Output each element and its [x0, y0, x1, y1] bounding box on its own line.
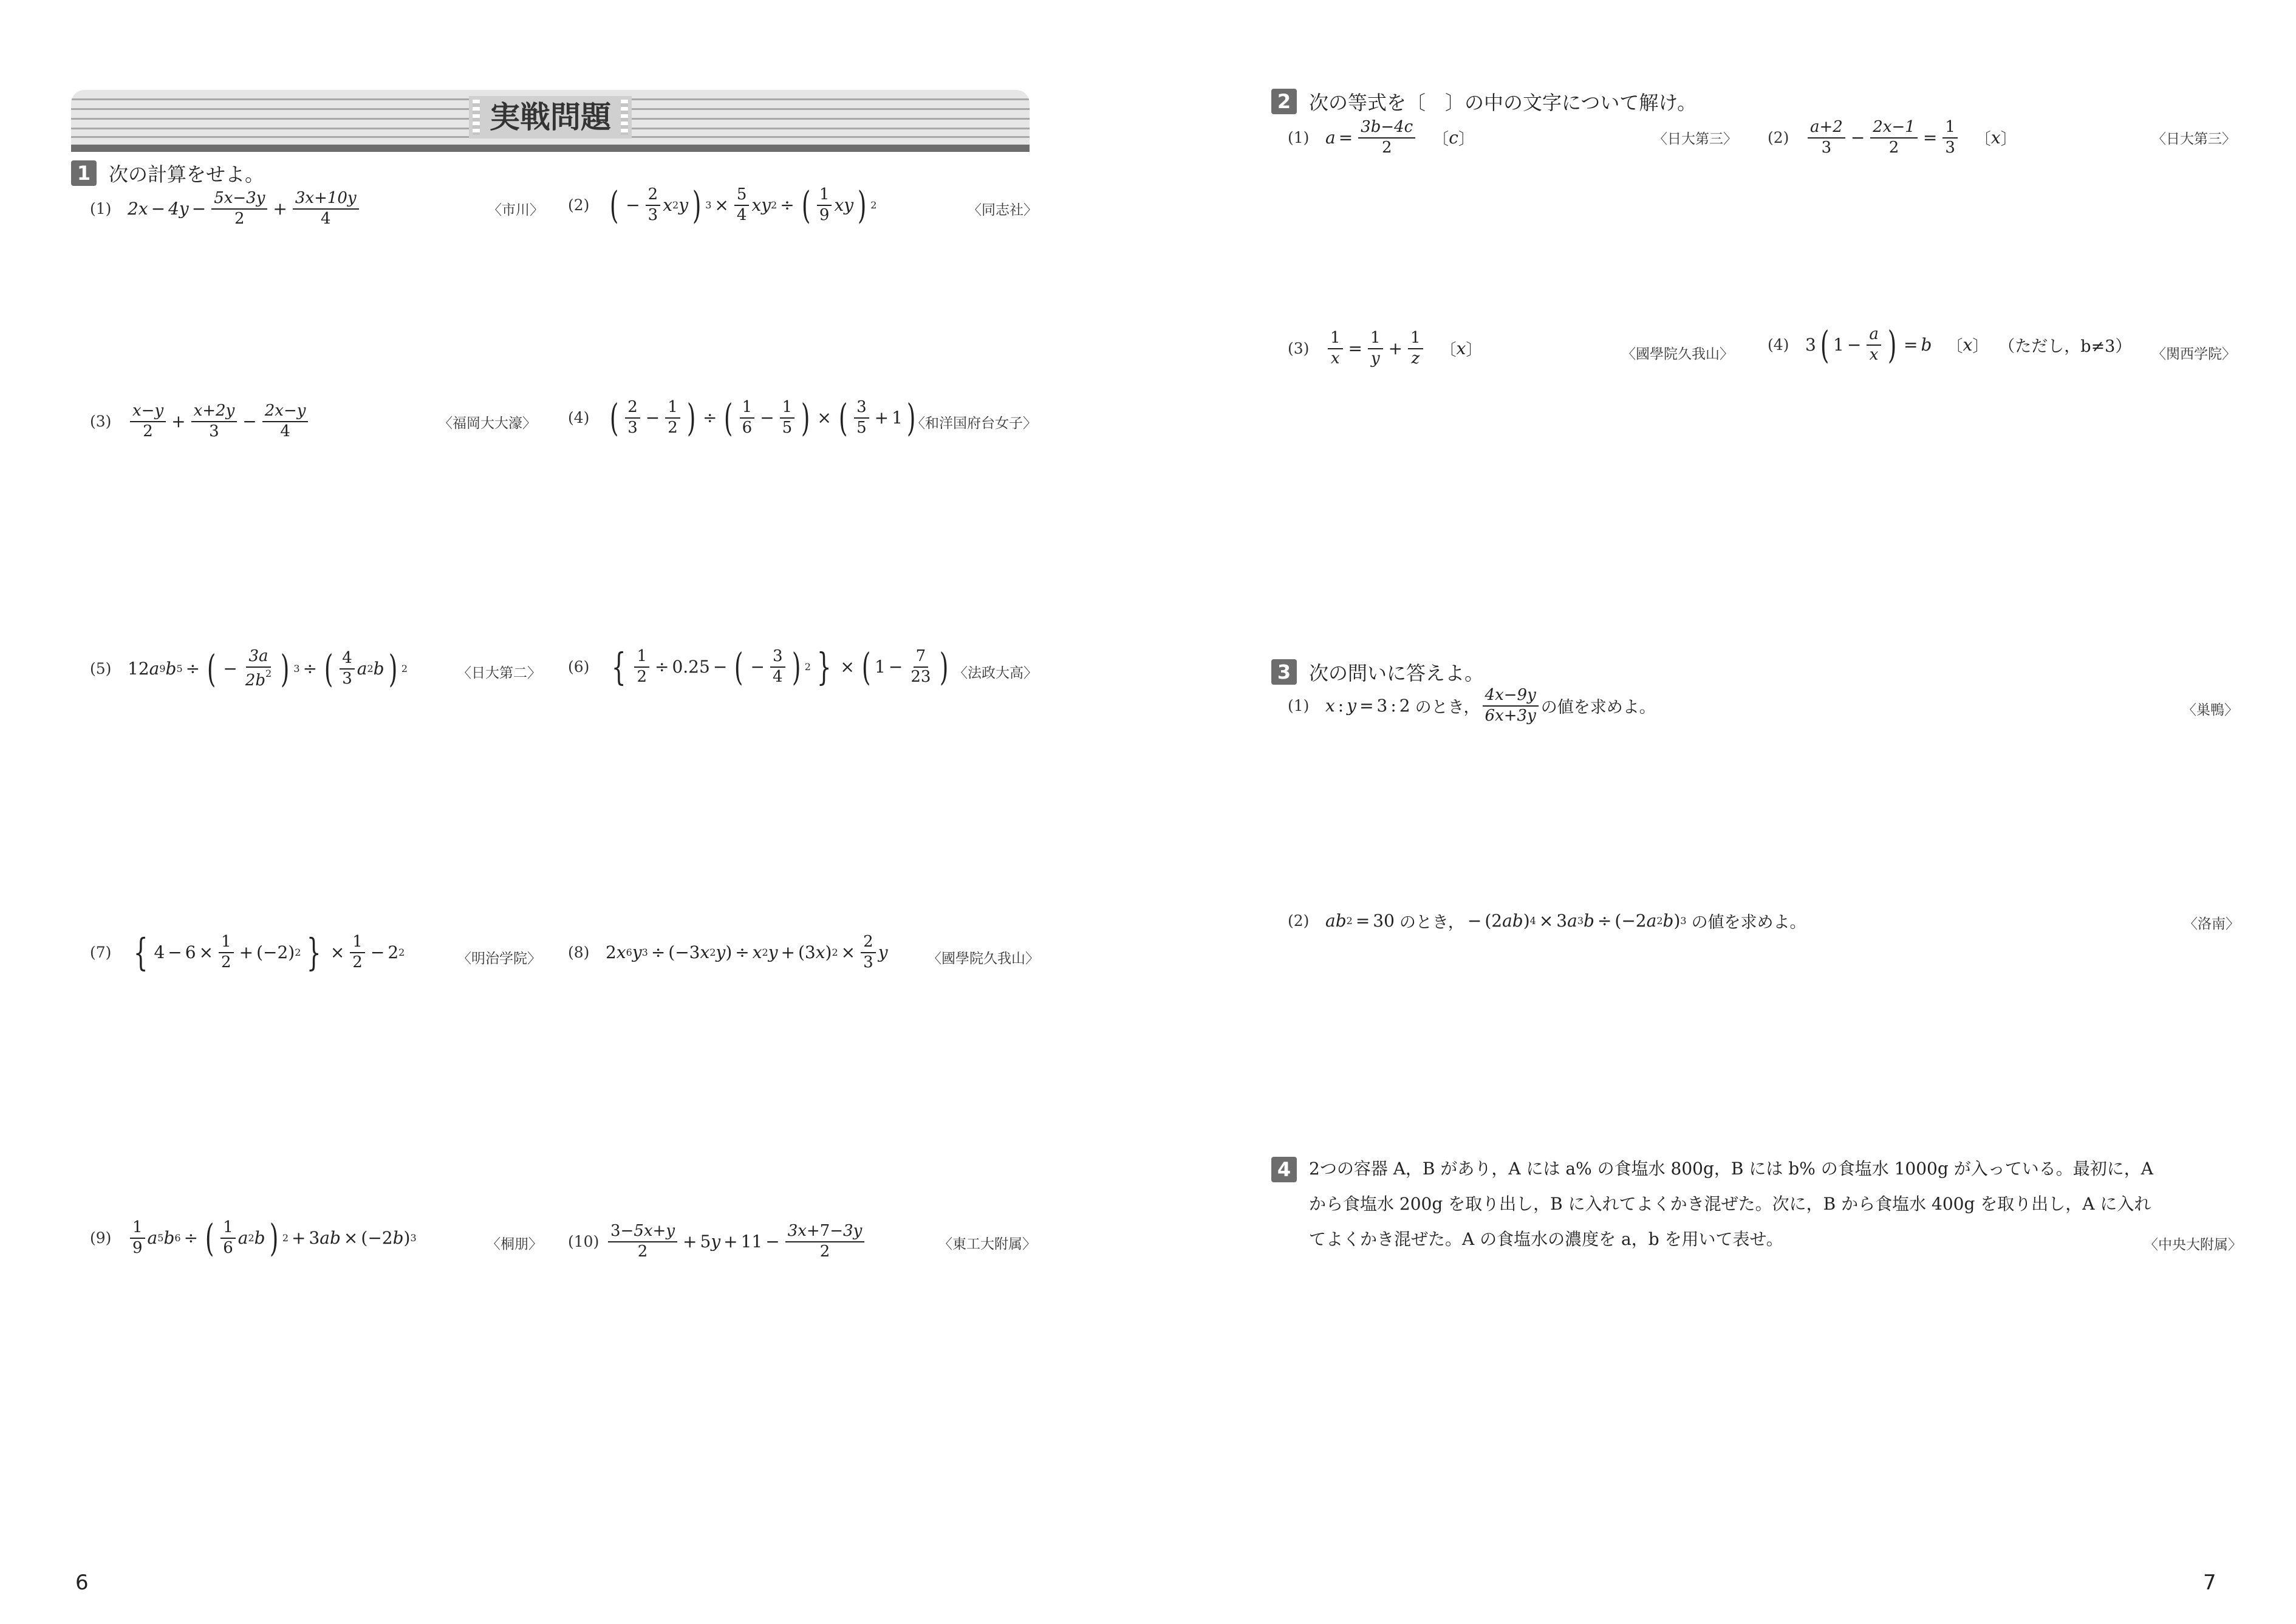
problem-number: (1): [1288, 697, 1310, 715]
source-label: 〈國學院久我山〉: [1622, 346, 1734, 362]
source-label: 〈中央大附属〉: [2144, 1237, 2242, 1253]
problem-4-line: てよくかき混ぜた。A の食塩水の濃度を a，b を用いて表せ。: [1309, 1229, 1783, 1249]
page-number-right: 7: [2203, 1571, 2216, 1595]
math-expression: { $\frac{1}{2}$ ÷ 0.25 − ( − $\frac{3}{4}$ ) 2 } × ( 1 − $\frac{7}{23}$ ): [611, 644, 949, 689]
problem-text: の値を求めよ。: [1691, 913, 1806, 932]
problem-number: (6): [568, 658, 590, 676]
source-label: 〈國學院久我山〉: [928, 951, 1039, 967]
section-1-header: [71, 159, 264, 187]
source-label: 〈関西学院〉: [2152, 346, 2236, 362]
problem-text: のとき，: [1399, 913, 1464, 932]
section-title: 次の問いに答えよ。: [1309, 662, 1485, 685]
source-label: 〈東工大附属〉: [938, 1236, 1036, 1252]
problem-2-2: [1768, 118, 2017, 157]
banner-title: 実戦問題: [469, 96, 632, 139]
source-label: 〈巣鴨〉: [2182, 702, 2238, 718]
source-label: 〈日大第三〉: [1653, 131, 1737, 147]
source-label: 〈日大第三〉: [2152, 131, 2236, 147]
section-number-badge: 1: [71, 160, 97, 186]
section-4-header: [1271, 1157, 1297, 1182]
math-expression: 2 x 6 y 3 ÷ (−3 x 2 y ) ÷ x 2 y + (3 x ) 2 × $\frac{2}{3}$ y: [606, 933, 888, 971]
section-number-badge: 4: [1271, 1157, 1297, 1182]
problem-1-4: [568, 395, 920, 440]
source-label: 〈市川〉: [488, 202, 544, 218]
problem-2-1: [1288, 118, 1475, 157]
title-banner: [71, 90, 1030, 152]
source-label: 〈日大第二〉: [457, 665, 541, 681]
problem-number: (10): [568, 1233, 600, 1251]
section-2-header: [1271, 87, 1696, 115]
problem-1-2: [568, 182, 877, 227]
source-label: 〈桐朋〉: [487, 1236, 542, 1252]
page-number-left: 6: [75, 1571, 89, 1595]
math-expression: 3 ( 1 − $\frac{a}{x}$ ) = b 〔 x 〕 （ただし，b≠3）: [1805, 322, 2132, 367]
problem-text: のとき，: [1415, 698, 1480, 718]
problem-2-4: [1768, 322, 2132, 367]
problem-1-7: [90, 930, 405, 975]
math-expression: ( − $\frac{2}{3}$ x 2 y ) 3 × $\frac{5}{4}$ xy 2 ÷ ( $\frac{1}{9}$ xy ) 2: [609, 182, 877, 227]
math-expression: $\frac{a+2}{3}$ − $\frac{2x-1}{2}$ = $\frac{1}{3}$ 〔 x 〕: [1805, 118, 2017, 157]
section-3-header: [1271, 658, 1484, 686]
math-expression: ab 2 = 30 のとき， − (2 ab ) 4 × 3 a 3 b ÷ (−2 a 2 b ) 3 の値を求めよ。: [1325, 909, 1806, 933]
problem-1-8: [568, 933, 888, 972]
source-label: 〈法政大高〉: [954, 665, 1037, 681]
math-expression: ( $\frac{2}{3}$ − $\frac{1}{2}$ ) ÷ ( $\frac{1}{6}$ − $\frac{1}{5}$ ) × ( $\frac{3}{5}$ + 1 ): [609, 395, 916, 440]
problem-text: の値を求めよ。: [1540, 698, 1656, 718]
problem-4-text: [1309, 1151, 2171, 1257]
problem-1-1: [90, 190, 361, 228]
problem-number: (2): [568, 196, 590, 214]
right-page: [1148, 0, 2296, 1624]
math-expression: a = $\frac{3b-4c}{2}$ 〔 c 〕: [1325, 118, 1475, 157]
section-number-badge: 2: [1271, 89, 1297, 114]
section-title: 次の等式を〔 〕の中の文字について解け。: [1309, 91, 1697, 114]
math-expression: 12 a 9 b 5 ÷ ( − $\frac{3a}{2b^2}$ ) 3 ÷ ( $\frac{4}{3}$ a 2 b ) 2: [128, 646, 408, 691]
source-label: 〈同志社〉: [968, 202, 1037, 218]
math-expression: x : y = 3 : 2 のとき， $\frac{4x-9y}{6x+3y}$ の値を求めよ。: [1325, 686, 1656, 725]
problem-number: (1): [1288, 129, 1310, 147]
section-number-badge: 3: [1271, 659, 1297, 685]
problem-number: (5): [90, 660, 112, 678]
source-label: 〈福岡大大濠〉: [439, 416, 536, 431]
source-label: 〈明治学院〉: [457, 951, 541, 967]
problem-number: (7): [90, 944, 112, 962]
problem-1-3: [90, 402, 310, 441]
problem-3-1: [1288, 687, 1656, 725]
math-expression: $\frac{3-5x+y}{2}$ + 5 y + 11 − $\frac{3x+7-3y}{2}$: [606, 1222, 867, 1261]
math-expression: 2x − 4y − $\frac{5x-3y}{2}$ + $\frac{3x+10y}{4}$: [128, 190, 361, 228]
source-label: 〈和洋国府台女子〉: [911, 416, 1037, 431]
problem-1-10: [568, 1222, 867, 1261]
problem-number: (4): [568, 409, 590, 427]
problem-1-9: [90, 1215, 417, 1260]
problem-number: (4): [1768, 336, 1789, 354]
section-title: 次の計算をせよ。: [109, 163, 265, 186]
problem-4-line: 2つの容器 A，B があり，A には a% の食塩水 800g，B には b% の食塩水 1000g が入っている。最初に，A: [1309, 1159, 2153, 1179]
problem-number: (1): [90, 200, 112, 218]
condition-note: （ただし，b≠3）: [1998, 337, 2132, 357]
problem-number: (3): [1288, 340, 1310, 358]
math-expression: $\frac{x-y}{2}$ + $\frac{x+2y}{3}$ − $\frac{2x-y}{4}$: [128, 402, 310, 441]
math-expression: $\frac{1}{9}$ a 5 b 6 ÷ ( $\frac{1}{6}$ a 2 b ) 2 + 3 ab × (−2 b ) 3: [128, 1219, 417, 1258]
problem-1-5: [90, 648, 408, 690]
problem-number: (3): [90, 413, 112, 431]
problem-number: (9): [90, 1229, 112, 1247]
problem-4-line: から食塩水 200g を取り出し，B に入れてよくかき混ぜた。次に，B から食塩水 400g を取り出し，A に入れ: [1309, 1194, 2151, 1214]
problem-2-3: [1288, 329, 1482, 368]
math-expression: { 4 − 6 × $\frac{1}{2}$ + (−2) 2 } × $\frac{1}{2}$ − 2 2: [133, 930, 405, 975]
problem-number: (2): [1288, 912, 1310, 930]
source-label: 〈洛南〉: [2184, 916, 2240, 932]
problem-3-2: [1288, 909, 1806, 933]
problem-number: (8): [568, 944, 590, 962]
problem-number: (2): [1768, 129, 1789, 147]
problem-1-6: [568, 644, 953, 689]
math-expression: $\frac{1}{x}$ = $\frac{1}{y}$ + $\frac{1}{z}$ 〔 x 〕: [1325, 329, 1482, 368]
